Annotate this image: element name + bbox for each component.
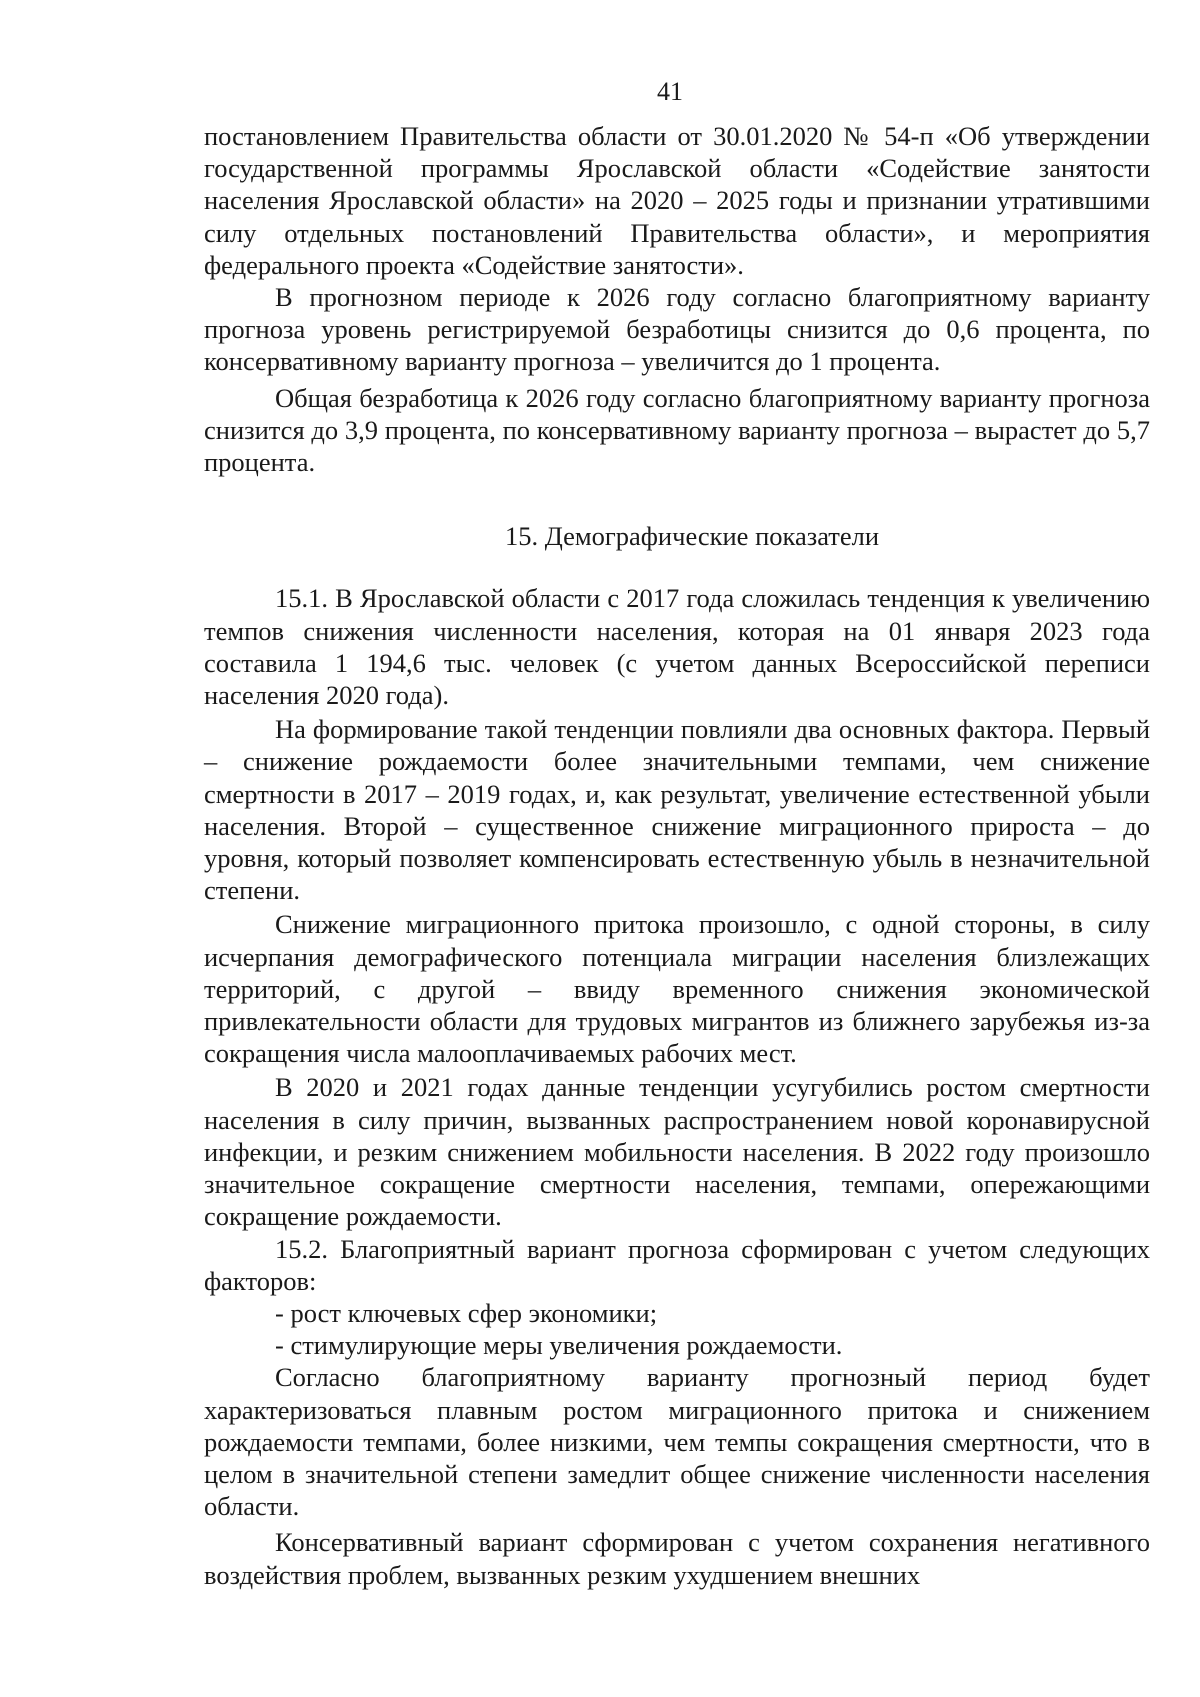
list-item-economy-growth: - рост ключевых сфер экономики; [275, 1297, 658, 1328]
paragraph-registered-unemployment: В прогнозном периоде к 2026 году согласно благоприятному варианту прогноза уровень регистрируемой безработицы снизится до 0,6 процента, по консервативному варианту прогноза – увеличится до 1 процента. [204, 282, 1150, 377]
page-number: 41 [657, 77, 683, 106]
paragraph-2020-2022: В 2020 и 2021 годах данные тенденции усугубились ростом смертности населения в силу причин, вызванных распространением новой коронавирусной инфекции, и резким снижением мобильности населения. В 2022 году произошло значительное сокращение смертности населения, темпами, опережающими сокращение рождаемости. [204, 1072, 1150, 1232]
paragraph-trend-factors: На формирование такой тенденции повлияли два основных фактора. Первый – снижение рождаемости более значительными темпами, чем снижение смертности в 2017 – 2019 годах, и, как результат, увеличение естественной убыли населения. Второй – существенное снижение миграционного прироста – до уровня, который позволяет компенсировать естественную убыль в незначительной степени. [204, 714, 1150, 906]
list-item-birth-rate-measures: - стимулирующие меры увеличения рождаемости. [275, 1330, 843, 1361]
paragraph-favorable-outlook: Согласно благоприятному варианту прогнозный период будет характеризоваться плавным ростом миграционного притока и снижением рождаемости темпами, более низкими, чем темпы сокращения смертности, что в целом в значительной степени замедлит общее снижение численности населения области. [204, 1362, 1150, 1522]
section-heading: 15. Демографические показатели [504, 521, 880, 552]
document-body [204, 120, 1150, 1591]
paragraph-total-unemployment: Общая безработица к 2026 году согласно благоприятному варианту прогноза снизится до 3,9 процента, по консервативному варианту прогноза – вырастет до 5,7 процента. [204, 382, 1150, 478]
paragraph-migration-decline: Снижение миграционного притока произошло, с одной стороны, в силу исчерпания демографического потенциала миграции населения близлежащих территорий, с другой – ввиду временного снижения экономической привлекательности области для трудовых мигрантов из ближнего зарубежья из-за сокращения числа малооплачиваемых рабочих мест. [204, 909, 1150, 1069]
paragraph-conservative-variant: Консервативный вариант сформирован с учетом сохранения негативного воздействия проблем, вызванных резким ухудшением внешних [204, 1527, 1150, 1590]
paragraph-favorable-variant: 15.2. Благоприятный вариант прогноза сформирован с учетом следующих факторов: [204, 1233, 1150, 1296]
paragraph-program-reference: постановлением Правительства области от 30.01.2020 № 54-п «Об утверждении государственной программы Ярославской области «Содействие занятости населения Ярославской области» на 2020 – 2025 годы и признании утратившими силу отдельных постановлений Правительства области», и мероприятия федерального проекта «Содействие занятости». [204, 121, 1150, 280]
paragraph-population-trend: 15.1. В Ярославской области с 2017 года сложилась тенденция к увеличению темпов снижения численности населения, которая на 01 января 2023 года составила 1 194,6 тыс. человек (с учетом данных Всероссийской переписи населения 2020 года). [204, 583, 1150, 711]
